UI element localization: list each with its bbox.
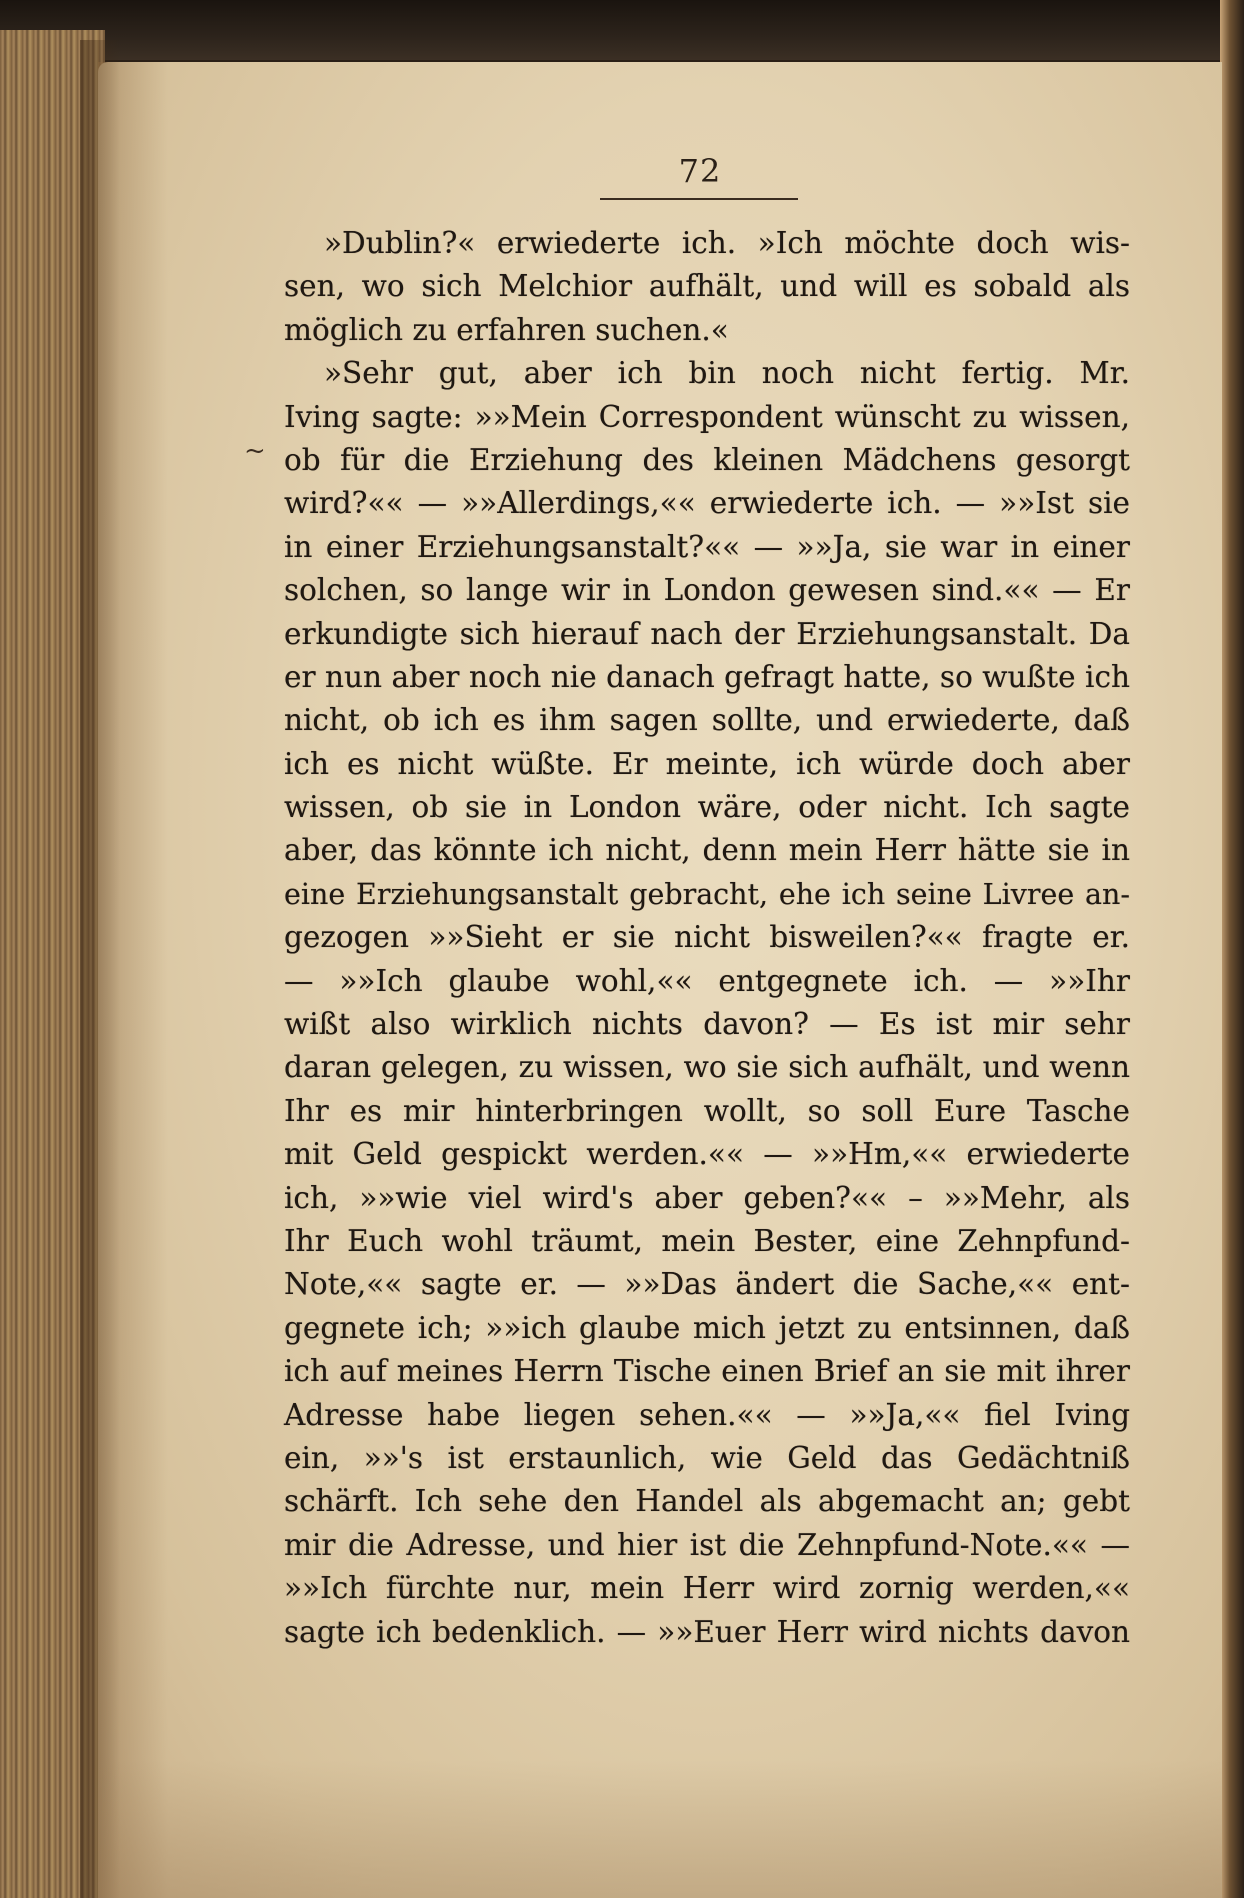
page-gutter-shadow [98,62,168,1898]
body-text [284,222,1130,1654]
text-line: wird?«« — »»Allerdings,«« erwiederte ich. — »»Ist sie [284,486,1130,521]
page-number: 72 [678,152,722,190]
text-line: in einer Erziehungsanstalt?«« — »»Ja, sie war in einer [284,529,1130,564]
text-line: sagte ich bedenklich. — »»Euer Herr wird nichts davon [284,1614,1130,1649]
book-cover-top [0,0,1244,60]
text-line: — »»Ich glaube wohl,«« entgegnete ich. — »»Ihr [284,963,1130,998]
text-line: »»Ich fürchte nur, mein Herr wird zornig werden,«« [284,1571,1130,1606]
text-line: eine Erziehungsanstalt gebracht, ehe ich seine Livree an- [284,877,1130,911]
text-line: gezogen »»Sieht er sie nicht bisweilen?«« fragte er. [284,920,1130,955]
text-line: ob für die Erziehung des kleinen Mädchens gesorgt [284,442,1130,477]
text-line: »Dublin?« erwiederte ich. »Ich möchte doch wis- [324,226,1130,260]
text-line: schärft. Ich sehe den Handel als abgemacht an; gebt [284,1484,1130,1519]
text-line: wißt also wirklich nichts davon? — Es ist mir sehr [284,1007,1130,1042]
text-line: mir die Adresse, und hier ist die Zehnpfund-Note.«« — [284,1527,1130,1562]
text-line: mit Geld gespickt werden.«« — »»Hm,«« erwiederte [284,1137,1130,1172]
text-line: erkundigte sich hierauf nach der Erziehungsanstalt. Da [284,616,1130,651]
text-line: wissen, ob sie in London wäre, oder nicht. Ich sagte [284,790,1130,825]
text-line: sen, wo sich Melchior aufhält, und will es sobald als [284,269,1130,304]
text-line: Ihr Euch wohl träumt, mein Bester, eine Zehnpfund- [284,1223,1130,1258]
text-line: Note,«« sagte er. — »»Das ändert die Sache,«« ent- [284,1267,1130,1302]
text-line: ich auf meines Herrn Tische einen Brief an sie mit ihrer [284,1354,1130,1389]
text-line: ich, »»wie viel wird's aber geben?«« – »»Mehr, als [284,1180,1130,1215]
header-rule [600,198,798,200]
text-line: solchen, so lange wir in London gewesen sind.«« — Er [284,573,1130,608]
text-line: daran gelegen, zu wissen, wo sie sich aufhält, und wenn [284,1050,1130,1085]
text-line: aber, das könnte ich nicht, denn mein Herr hätte sie in [284,833,1130,868]
book-cover-right [1220,0,1244,1898]
text-line: er nun aber noch nie danach gefragt hatte, so wußte ich [284,659,1130,694]
text-line: ich es nicht wüßte. Er meinte, ich würde doch aber [284,746,1130,781]
text-line: gegnete ich; »»ich glaube mich jetzt zu entsinnen, daß [284,1310,1130,1345]
text-line: »Sehr gut, aber ich bin noch nicht fertig. Mr. [324,356,1130,391]
text-line: nicht, ob ich es ihm sagen sollte, und erwiederte, daß [284,703,1130,738]
page-bottom-shade [98,1760,1222,1898]
text-line: Iving sagte: »»Mein Correspondent wünscht zu wissen, [284,399,1130,434]
text-line: ein, »»'s ist erstaunlich, wie Geld das Gedächtniß [284,1440,1130,1475]
text-line: Ihr es mir hinterbringen wollt, so soll Eure Tasche [284,1093,1130,1128]
margin-mark: ~ [244,436,266,466]
text-line: möglich zu erfahren suchen.« [284,312,729,347]
text-line: Adresse habe liegen sehen.«« — »»Ja,«« fiel Iving [284,1397,1130,1432]
